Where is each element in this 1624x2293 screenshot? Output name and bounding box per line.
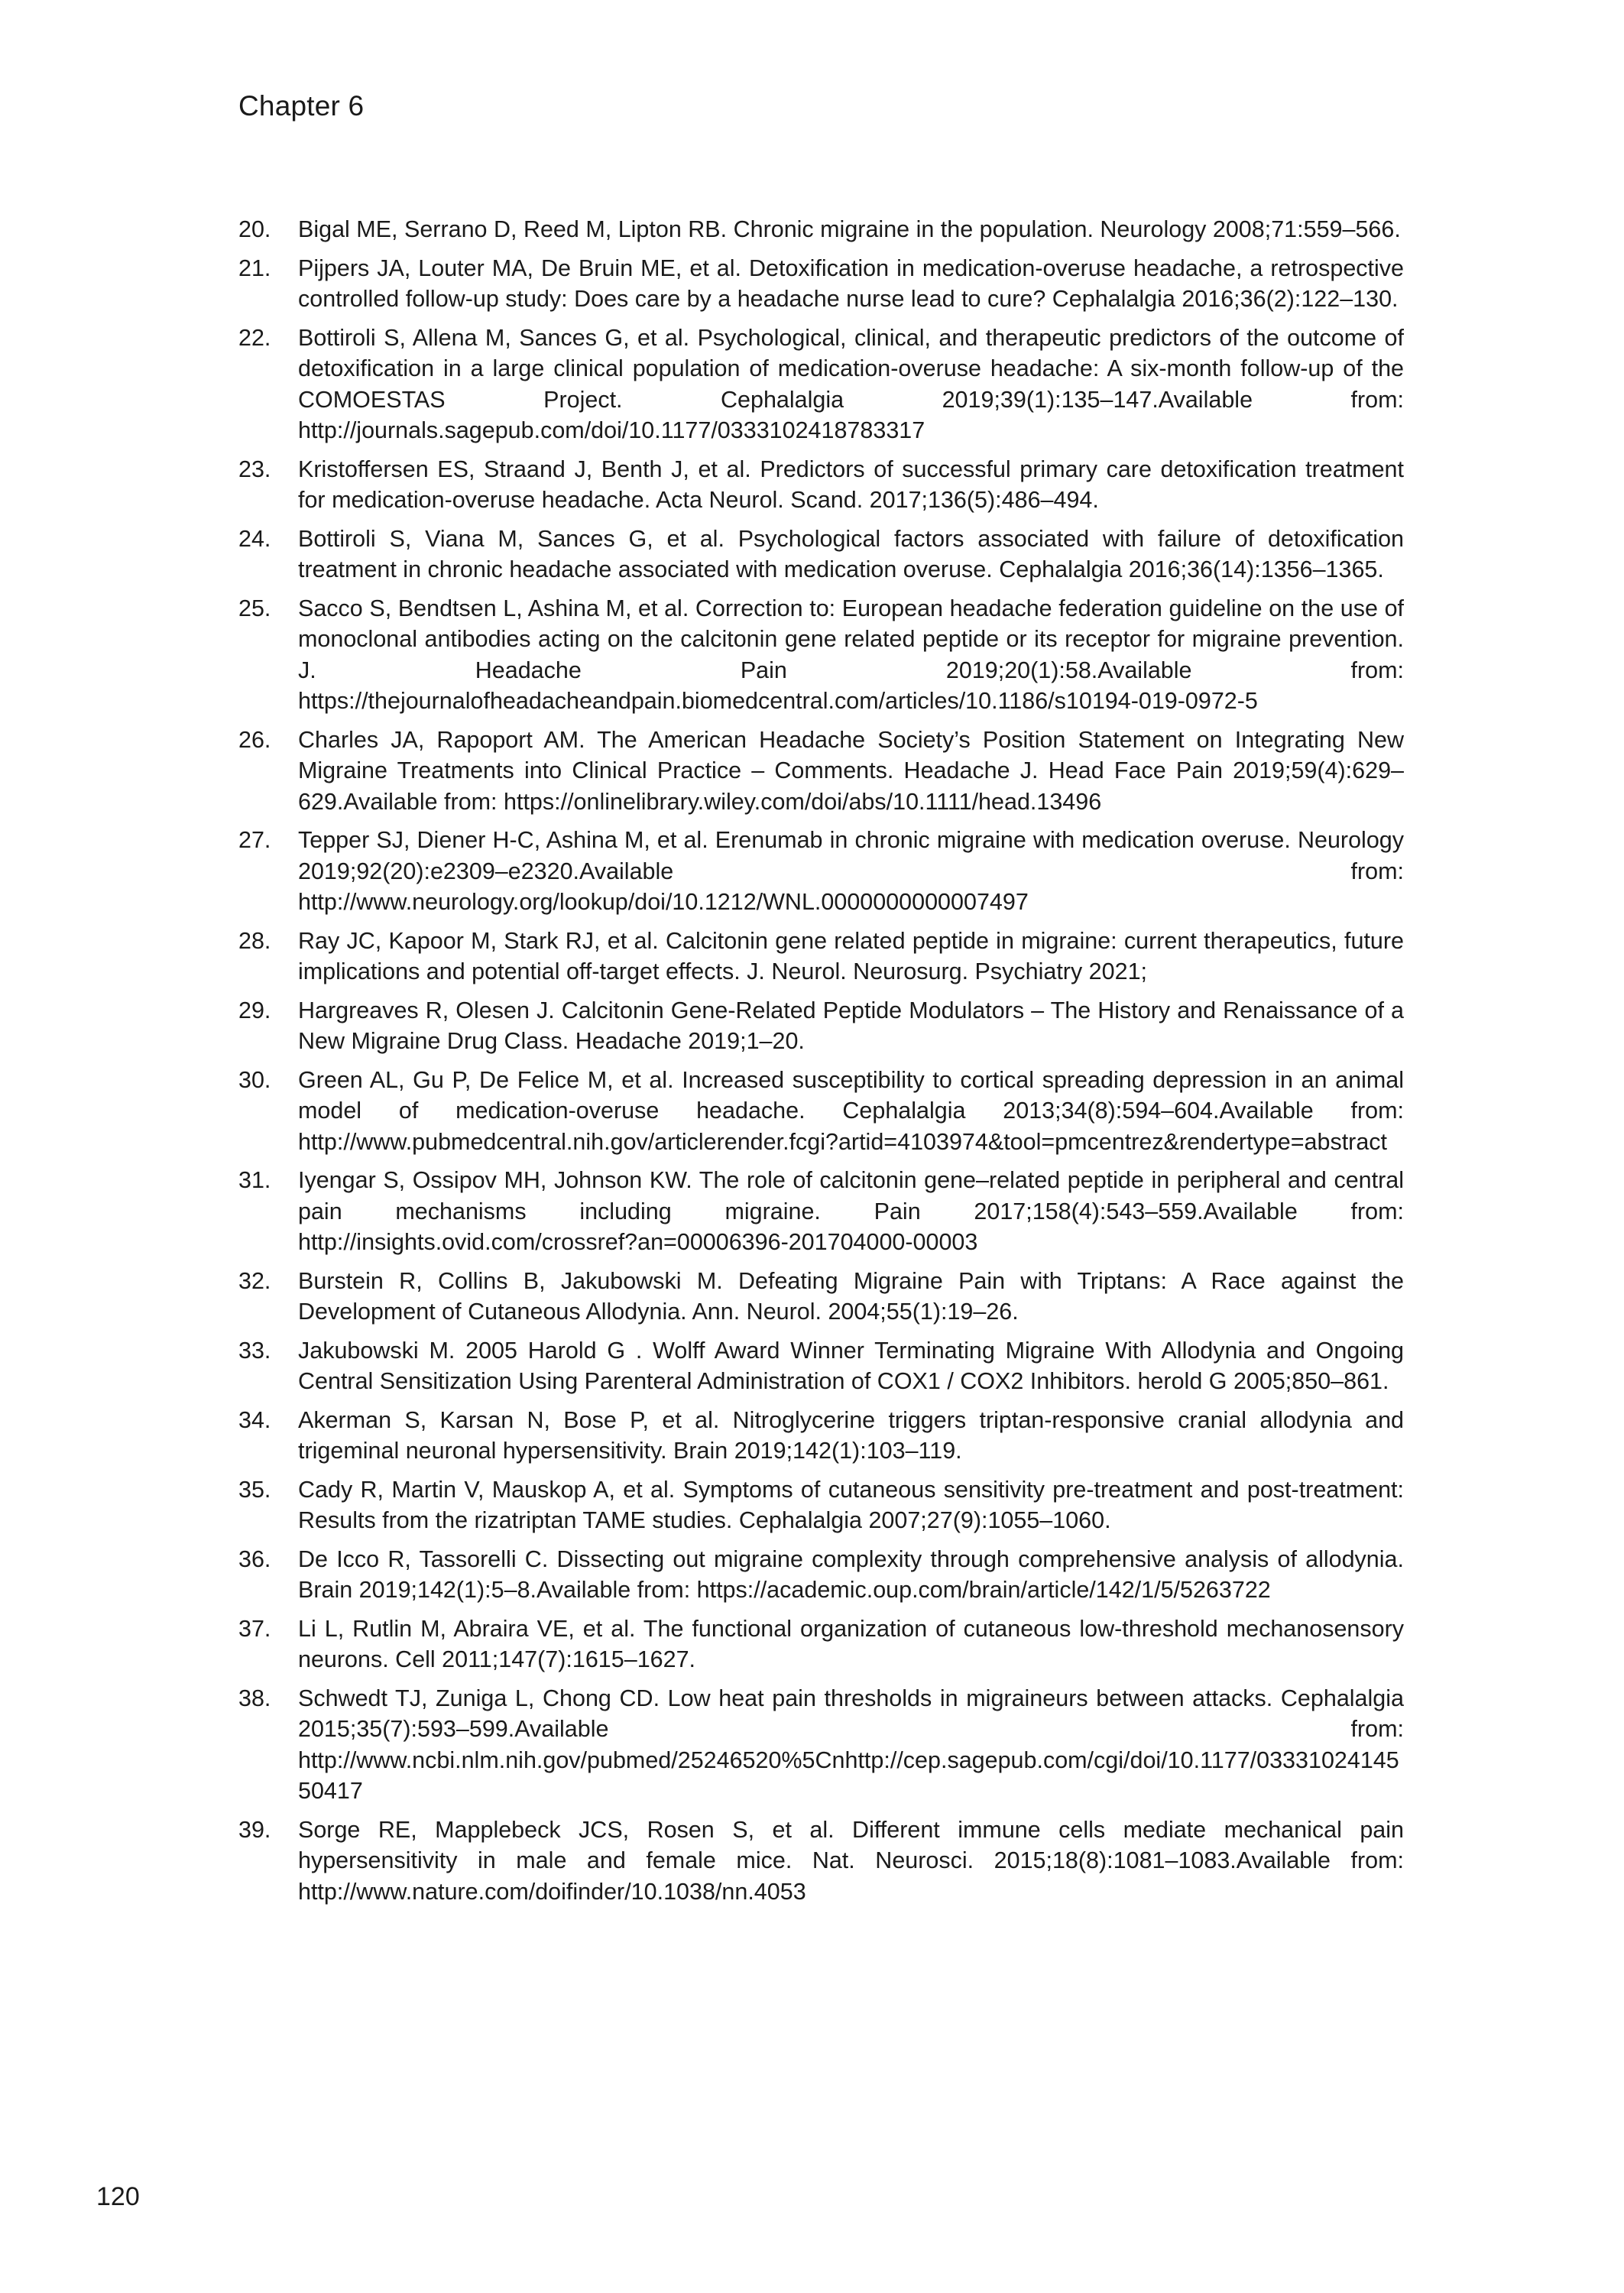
reference-text: Sorge RE, Mapplebeck JCS, Rosen S, et al. Different immune cells mediate mechanical pain hypersensitivity in male and female mice. Nat. Neurosci. 2015;18(8):1081–1083.Available from: http://www.nature.com/doifinder/10.1038/nn.4053: [298, 1816, 1404, 1905]
reference-item: [238, 1474, 1404, 1536]
reference-number: 38.: [238, 1685, 271, 1711]
reference-text: Jakubowski M. 2005 Harold G . Wolff Award Winner Terminating Migraine With Allodynia and Ongoing Central Sensitization Using Parenteral Administration of COX1 / COX2 Inhibitors. herold G 2005;850–861.: [298, 1337, 1404, 1394]
reference-number: 35.: [238, 1476, 271, 1503]
reference-item: [238, 995, 1404, 1057]
reference-item: [238, 1544, 1404, 1606]
reference-number: 27.: [238, 827, 271, 853]
reference-text: Kristoffersen ES, Straand J, Benth J, et al. Predictors of successful primary care detoxification treatment for medication-overuse headache. Acta Neurol. Scand. 2017;136(5):486–494.: [298, 456, 1404, 513]
reference-item: [238, 454, 1404, 516]
reference-text: Hargreaves R, Olesen J. Calcitonin Gene-Related Peptide Modulators – The History and Renaissance of a New Migraine Drug Class. Headache 2019;1–20.: [298, 997, 1404, 1054]
reference-item: [238, 214, 1404, 245]
reference-text: Akerman S, Karsan N, Bose P, et al. Nitroglycerine triggers triptan-responsive cranial allodynia and trigeminal neuronal hypersensitivity. Brain 2019;142(1):103–119.: [298, 1406, 1404, 1464]
reference-number: 39.: [238, 1816, 271, 1843]
reference-item: [238, 1266, 1404, 1328]
reference-text: Bottiroli S, Viana M, Sances G, et al. Psychological factors associated with failure of detoxification treatment in chronic headache associated with medication overuse. Cephalalgia 2016;36(14):1356–1365.: [298, 525, 1404, 582]
reference-text: Burstein R, Collins B, Jakubowski M. Defeating Migraine Pain with Triptans: A Race against the Development of Cutaneous Allodynia. Ann. Neurol. 2004;55(1):19–26.: [298, 1267, 1404, 1325]
reference-number: 30.: [238, 1066, 271, 1093]
reference-text: Iyengar S, Ossipov MH, Johnson KW. The role of calcitonin gene–related peptide in peripheral and central pain mechanisms including migraine. Pain 2017;158(4):543–559.Available from: http://insights.ovid.com/crossref?an=00006396-201704000-00003: [298, 1167, 1404, 1255]
reference-item: [238, 524, 1404, 585]
reference-number: 22.: [238, 324, 271, 351]
reference-text: Schwedt TJ, Zuniga L, Chong CD. Low heat pain thresholds in migraineurs between attacks. Cephalalgia 2015;35(7):593–599.Available from: http://www.ncbi.nlm.nih.gov/pubmed/25246520%5Cnhttp://cep.sagepub.com/cgi/doi/10.1177/0333102414550417: [298, 1685, 1404, 1804]
reference-number: 21.: [238, 255, 271, 281]
reference-text: Tepper SJ, Diener H-C, Ashina M, et al. Erenumab in chronic migraine with medication overuse. Neurology 2019;92(20):e2309–e2320.Available from: http://www.neurology.org/lookup/doi/10.1212/WNL.0000000000007497: [298, 827, 1404, 915]
reference-text: Cady R, Martin V, Mauskop A, et al. Symptoms of cutaneous sensitivity pre-treatment and post-treatment: Results from the rizatriptan TAME studies. Cephalalgia 2007;27(9):1055–1060.: [298, 1476, 1404, 1533]
reference-item: [238, 253, 1404, 315]
reference-number: 32.: [238, 1267, 271, 1294]
reference-item: [238, 1405, 1404, 1467]
reference-text: Green AL, Gu P, De Felice M, et al. Increased susceptibility to cortical spreading depression in an animal model of medication-overuse headache. Cephalalgia 2013;34(8):594–604.Available from: http://www.pubmedcentral.nih.gov/articlerender.fcgi?artid=4103974&tool=pmcentrez&rendertype=abstract: [298, 1066, 1404, 1155]
reference-text: Bigal ME, Serrano D, Reed M, Lipton RB. Chronic migraine in the population. Neurology 2008;71:559–566.: [298, 216, 1401, 242]
reference-text: Charles JA, Rapoport AM. The American Headache Society’s Position Statement on Integrating New Migraine Treatments into Clinical Practice – Comments. Headache J. Head Face Pain 2019;59(4):629–629.Available from: https://onlinelibrary.wiley.com/doi/abs/10.1111/head.13496: [298, 726, 1404, 815]
reference-text: Pijpers JA, Louter MA, De Bruin ME, et al. Detoxification in medication-overuse headache, a retrospective controlled follow-up study: Does care by a headache nurse lead to cure? Cephalalgia 2016;36(2):122–130.: [298, 255, 1404, 312]
reference-text: Ray JC, Kapoor M, Stark RJ, et al. Calcitonin gene related peptide in migraine: current therapeutics, future implications and potential off-target effects. J. Neurol. Neurosurg. Psychiatry 2021;: [298, 927, 1404, 984]
reference-item: [238, 593, 1404, 717]
reference-item: [238, 1683, 1404, 1807]
reference-number: 33.: [238, 1337, 271, 1364]
reference-item: [238, 825, 1404, 918]
page-number: 120: [96, 2182, 140, 2211]
reference-item: [238, 725, 1404, 818]
reference-list: [238, 214, 1404, 1915]
reference-item: [238, 1065, 1404, 1158]
reference-number: 25.: [238, 595, 271, 621]
reference-item: [238, 1335, 1404, 1397]
reference-text: Sacco S, Bendtsen L, Ashina M, et al. Correction to: European headache federation guideline on the use of monoclonal antibodies acting on the calcitonin gene related peptide or its receptor for migraine prevention. J. Headache Pain 2019;20(1):58.Available from: https://thejournalofheadacheandpain.biomedcentral.com/articles/10.1186/s10194-019-0972-5: [298, 595, 1404, 714]
reference-item: [238, 1614, 1404, 1675]
reference-number: 24.: [238, 525, 271, 552]
reference-number: 29.: [238, 997, 271, 1023]
reference-number: 23.: [238, 456, 271, 482]
reference-text: Bottiroli S, Allena M, Sances G, et al. Psychological, clinical, and therapeutic predictors of the outcome of detoxification in a large clinical population of medication-overuse headache: A six-month follow-up of the COMOESTAS Project. Cephalalgia 2019;39(1):135–147.Available from: http://journals.sagepub.com/doi/10.1177/0333102418783317: [298, 324, 1404, 443]
reference-number: 28.: [238, 927, 271, 954]
reference-number: 36.: [238, 1545, 271, 1572]
reference-item: [238, 1815, 1404, 1908]
reference-text: De Icco R, Tassorelli C. Dissecting out migraine complexity through comprehensive analysis of allodynia. Brain 2019;142(1):5–8.Available from: https://academic.oup.com/brain/article/142/1/5/5263722: [298, 1545, 1404, 1603]
reference-number: 31.: [238, 1167, 271, 1193]
reference-text: Li L, Rutlin M, Abraira VE, et al. The functional organization of cutaneous low-threshold mechanosensory neurons. Cell 2011;147(7):1615–1627.: [298, 1615, 1404, 1672]
reference-number: 20.: [238, 216, 271, 242]
reference-number: 34.: [238, 1406, 271, 1433]
reference-number: 37.: [238, 1615, 271, 1642]
chapter-header: Chapter 6: [238, 90, 365, 122]
reference-item: [238, 323, 1404, 446]
reference-item: [238, 926, 1404, 988]
reference-item: [238, 1165, 1404, 1258]
reference-number: 26.: [238, 726, 271, 753]
